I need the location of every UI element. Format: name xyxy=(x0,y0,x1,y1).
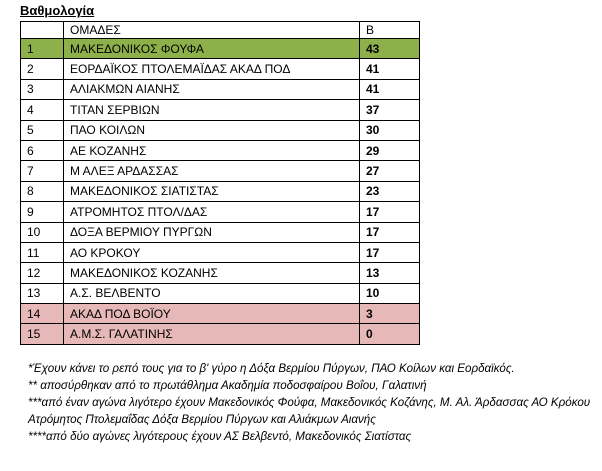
row-position: 3 xyxy=(21,79,64,99)
row-points: 3 xyxy=(360,304,420,324)
row-points: 17 xyxy=(360,202,420,222)
table-row xyxy=(21,324,420,344)
row-position: 8 xyxy=(21,181,64,201)
row-team: ΜΑΚΕΔΟΝΙΚΟΣ ΣΙΑΤΙΣΤΑΣ xyxy=(64,181,360,201)
row-team: ΑΛΙΑΚΜΩΝ ΑΙΑΝΗΣ xyxy=(64,79,360,99)
footnote-withdrawn: ** αποσύρθηκαν από το πρωτάθλημα Ακαδημία ποδοσφαίρου Βοΐου, Γαλατινή xyxy=(28,379,427,392)
table-row xyxy=(21,202,420,222)
row-position: 5 xyxy=(21,120,64,140)
table-row xyxy=(21,181,420,201)
row-position: 4 xyxy=(21,100,64,120)
row-points: 41 xyxy=(360,59,420,79)
row-points: 0 xyxy=(360,324,420,344)
row-position: 12 xyxy=(21,263,64,283)
table-row xyxy=(21,242,420,262)
table-row xyxy=(21,304,420,324)
row-points: 30 xyxy=(360,120,420,140)
row-team: Μ ΑΛΕΞ ΑΡΔΑΣΣΑΣ xyxy=(64,161,360,181)
table-row xyxy=(21,39,420,59)
row-points: 37 xyxy=(360,100,420,120)
row-position: 14 xyxy=(21,304,64,324)
row-position: 9 xyxy=(21,202,64,222)
table-row xyxy=(21,100,420,120)
row-points: 41 xyxy=(360,79,420,99)
table-row xyxy=(21,283,420,303)
row-team: Α.Σ. ΒΕΛΒΕΝΤΟ xyxy=(64,283,360,303)
row-position: 6 xyxy=(21,140,64,160)
row-team: ΑΕ ΚΟΖΑΝΗΣ xyxy=(64,140,360,160)
row-team: ΕΟΡΔΑΪΚΟΣ ΠΤΟΛΕΜΑΪΔΑΣ ΑΚΑΔ ΠΟΔ xyxy=(64,59,360,79)
row-points: 29 xyxy=(360,140,420,160)
row-team: ΑΚΑΔ ΠΟΔ ΒΟΪΟΥ xyxy=(64,304,360,324)
footnote-bye: *Έχουν κάνει το ρεπό τους για το β' γύρο η Δόξα Βερμίου Πύργων, ΠΑΟ Κοίλων και Εορδαϊκός. xyxy=(28,362,515,375)
row-team: ΤΙΤΑΝ ΣΕΡΒΙΩΝ xyxy=(64,100,360,120)
page-title: Βαθμολογία xyxy=(20,3,95,18)
row-team: ΑΤΡΟΜΗΤΟΣ ΠΤΟΛ/ΔΑΣ xyxy=(64,202,360,222)
table-header-row xyxy=(21,22,420,39)
row-points: 43 xyxy=(360,39,420,59)
row-position: 11 xyxy=(21,242,64,262)
table-row xyxy=(21,79,420,99)
table-row xyxy=(21,59,420,79)
table-row xyxy=(21,161,420,181)
row-points: 10 xyxy=(360,283,420,303)
table-row xyxy=(21,263,420,283)
header-position xyxy=(21,22,64,39)
footnotes xyxy=(28,360,598,445)
table-row xyxy=(21,222,420,242)
row-position: 13 xyxy=(21,283,64,303)
footnote-one-game-less: ***από έναν αγώνα λιγότερο έχουν Μακεδονικός Φούφα, Μακεδονικός Κοζάνης, Μ. Αλ. Άρδασσας ΑΟ Κρόκου Ατρόμητος Πτολεμαΐδας Δόξα Βερμίου Πύργων και Αλιάκμων Αιανής xyxy=(28,396,591,426)
row-team: ΜΑΚΕΔΟΝΙΚΟΣ ΦΟΥΦΑ xyxy=(64,39,360,59)
row-position: 10 xyxy=(21,222,64,242)
row-position: 1 xyxy=(21,39,64,59)
row-position: 2 xyxy=(21,59,64,79)
row-position: 7 xyxy=(21,161,64,181)
row-points: 13 xyxy=(360,263,420,283)
row-points: 17 xyxy=(360,222,420,242)
row-team: ΜΑΚΕΔΟΝΙΚΟΣ ΚΟΖΑΝΗΣ xyxy=(64,263,360,283)
table-row xyxy=(21,120,420,140)
row-team: ΠΑΟ ΚΟΙΛΩΝ xyxy=(64,120,360,140)
table-row xyxy=(21,140,420,160)
header-points: Β xyxy=(360,22,420,39)
row-position: 15 xyxy=(21,324,64,344)
row-points: 17 xyxy=(360,242,420,262)
header-teams: ΟΜΑΔΕΣ xyxy=(64,22,360,39)
footnote-two-games-less: ****από δύο αγώνες λιγότερους έχουν ΑΣ Βελβεντό, Μακεδονικός Σιατίστας xyxy=(28,430,412,443)
row-team: ΔΟΞΑ ΒΕΡΜΙΟΥ ΠΥΡΓΩΝ xyxy=(64,222,360,242)
row-team: ΑΟ ΚΡΟΚΟΥ xyxy=(64,242,360,262)
row-team: Α.Μ.Σ. ΓΑΛΑΤΙΝΗΣ xyxy=(64,324,360,344)
standings-table xyxy=(20,21,420,345)
row-points: 23 xyxy=(360,181,420,201)
row-points: 27 xyxy=(360,161,420,181)
